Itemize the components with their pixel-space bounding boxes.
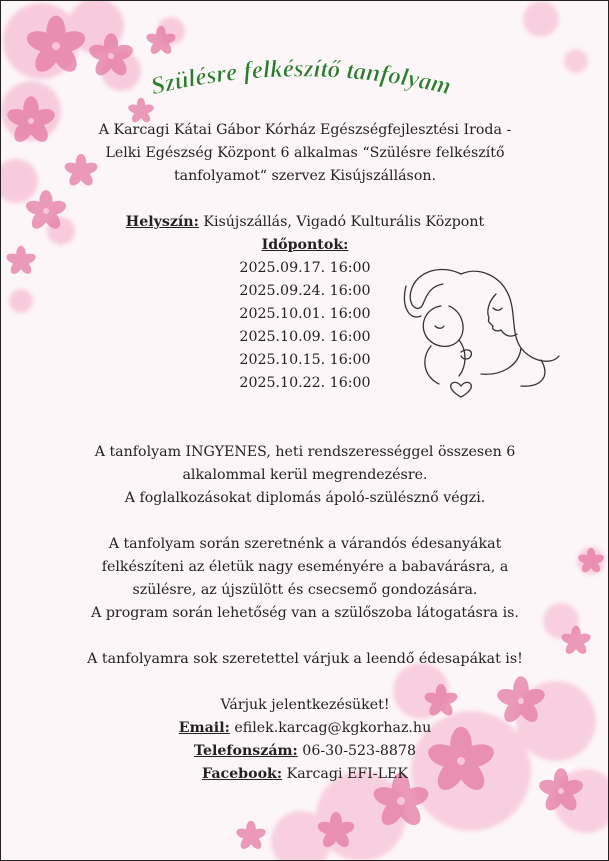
signup-cta: Várjuk jelentkezésüket! bbox=[220, 697, 390, 713]
schedule-date: 2025.09.24. 16:00 bbox=[239, 283, 371, 299]
schedule-date: 2025.10.01. 16:00 bbox=[239, 306, 371, 322]
course-info-line: felkészíteni az életük nagy eseményére a babavárásra, a bbox=[101, 559, 509, 575]
schedule-label: Időpontok: bbox=[261, 237, 349, 253]
facebook-value[interactable]: Karcagi EFI-LEK bbox=[282, 766, 408, 782]
phone-value[interactable]: 06-30-523-8878 bbox=[297, 743, 416, 759]
flyer-content bbox=[41, 119, 569, 786]
schedule-date: 2025.10.22. 16:00 bbox=[239, 375, 371, 391]
intro-line: A Karcagi Kátai Gábor Kórház Egészségfejlesztési Iroda - bbox=[98, 122, 512, 138]
free-info-line: A foglalkozásokat diplomás ápoló-szülésznő végzi. bbox=[124, 490, 486, 506]
free-info-line: alkalommal kerül megrendezésre. bbox=[182, 467, 428, 483]
course-info-line: szülésre, az újszülött és csecsemő gondozására. bbox=[132, 582, 478, 598]
facebook-label: Facebook: bbox=[202, 766, 283, 782]
free-info-line: A tanfolyam INGYENES, heti rendszerességgel összesen 6 bbox=[94, 444, 516, 460]
schedule-date: 2025.09.17. 16:00 bbox=[239, 260, 371, 276]
course-info-line: A program során lehetőség van a szülőszoba látogatásra is. bbox=[91, 605, 519, 621]
location-label: Helyszín: bbox=[125, 214, 199, 230]
location-value: Kisújszállás, Vigadó Kulturális Központ bbox=[198, 214, 485, 230]
fathers-welcome: A tanfolyamra sok szeretettel várjuk a leendő édesapákat is! bbox=[87, 651, 523, 667]
title-text: Szülésre felkészítő tanfolyam bbox=[148, 55, 454, 101]
facebook-line bbox=[41, 763, 569, 786]
intro-line: Lelki Egészség Központ 6 alkalmas “Szülésre felkészítő bbox=[105, 145, 505, 161]
mother-and-baby-line-art bbox=[401, 256, 566, 401]
schedule-date: 2025.10.15. 16:00 bbox=[239, 352, 371, 368]
course-info-line: A tanfolyam során szeretnénk a várandós édesanyákat bbox=[108, 536, 502, 552]
location-line bbox=[41, 211, 569, 234]
email-value[interactable]: efilek.karcag@kgkorhaz.hu bbox=[229, 720, 432, 736]
intro-line: tanfolyamot“ szervez Kisújszálláson. bbox=[173, 168, 437, 184]
phone-line bbox=[41, 740, 569, 763]
schedule-heading bbox=[41, 234, 569, 257]
email-line bbox=[41, 717, 569, 740]
phone-label: Telefonszám: bbox=[194, 743, 298, 759]
svg-text:Szülésre felkészítő tanfolyam bbox=[148, 55, 453, 100]
email-label: Email: bbox=[178, 720, 230, 736]
page-title bbox=[116, 49, 486, 109]
schedule-date: 2025.10.09. 16:00 bbox=[239, 329, 371, 345]
